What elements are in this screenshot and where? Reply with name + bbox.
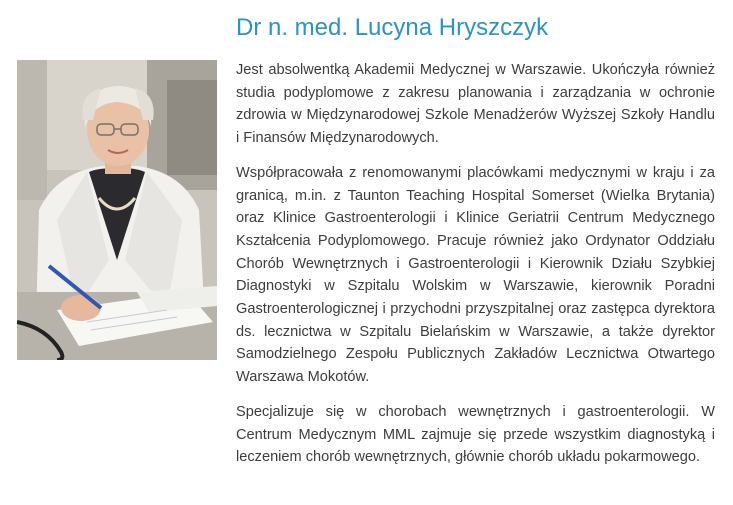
bio-paragraph-experience: Współpracowała z renomowanymi placówkami medycznymi w kraju i za granicą, m.in. z Taunton Teaching Hospital Somerset (Wielka Brytania) oraz Klinice Gastroenterologii i Klinice Geriatrii Centrum Medycznego Kształcenia Podyplomowego. Pracuje również jako Ordynator Oddziału Chorób Wewnętrznych i Gastroenterologii i Kierownik Działu Szybkiej Diagnostyki w Szpitalu Wolskim w Warszawie, kierownik Poradni Gastroenterologicznej i przychodni przyszpitalnej oraz zastępca dyrektora ds. lecznictwa w Szpitalu Bielańskim w Warszawie, a także dyrektor Samodzielnego Zespołu Publicznych Zakładów Lecznictwa Otwartego Warszawa Mokotów. [236,164,715,386]
doctor-name-title: Dr n. med. Lucyna Hryszczyk [236,14,549,41]
bio-paragraph-education: Jest absolwentką Akademii Medycznej w Warszawie. Ukończyła również studia podyplomowe z zakresu planowania i zarządzania w ochronie zdrowia w Międzynarodowej Szkole Menadżerów Wyższej Szkoły Handlu i Finansów Międzynarodowych. [236,62,715,147]
doctor-photo [17,60,217,360]
profile-content [236,13,715,481]
bio-paragraph-specialization: Specjalizuje się w chorobach wewnętrznych i gastroenterologii. W Centrum Medycznym MML zajmuje się przede wszystkim diagnostyką i leczeniem chorób wewnętrznych, głównie chorób układu pokarmowego. [236,403,715,466]
bio-text [236,59,715,469]
